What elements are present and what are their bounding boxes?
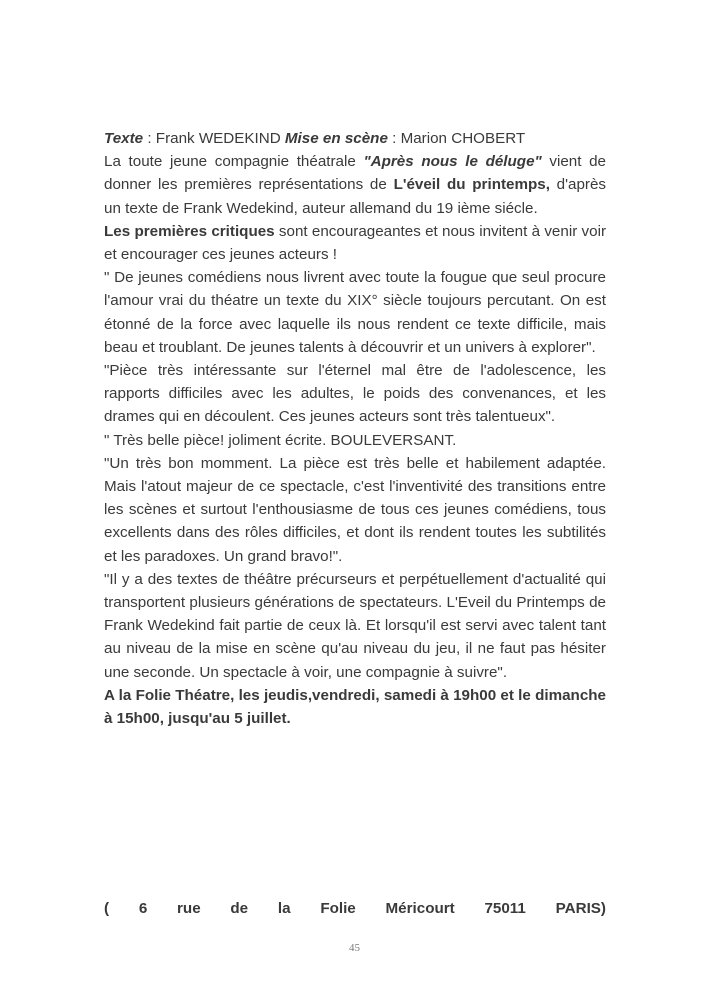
address-word: rue bbox=[177, 900, 201, 917]
review-4: "Un très bon momment. La pièce est très belle et habilement adaptée. Mais l'atout majeur de ce spectacle, c'est l'inventivité des transitions entre les scènes et surtout l'enthousiasme de tous ces jeunes comédiens, tous excellents dans des rôles difficiles, et dont ils rendent toutes les subtilités et les paradoxes. Un grand bravo!". bbox=[104, 454, 606, 565]
intro-text: d'après un texte de Frank Wedekind, auteur allemand du 19 ième siécle. bbox=[104, 176, 607, 217]
intro-paragraph bbox=[104, 150, 606, 220]
address-word: ( bbox=[104, 900, 110, 917]
address-word: de bbox=[230, 900, 249, 917]
address-word: PARIS) bbox=[555, 900, 606, 917]
review-3: " Très belle pièce! joliment écrite. BOULEVERSANT. bbox=[104, 431, 457, 449]
review-1: " De jeunes comédiens nous livrent avec toute la fougue que seul procure l'amour vrai du théatre un texte du XIX° siècle toujours percutant. On est étonné de la force avec laquelle ils nous rendent ce texte difficile, mais beau et troublant. De jeunes talents à découvrir et un univers à explorer". bbox=[104, 269, 606, 356]
address-word: Folie bbox=[320, 900, 356, 917]
venue-info: A la Folie Théatre, les jeudis,vendredi, samedi à 19h00 et le dimanche à 15h00, jusqu'au 5 juillet. bbox=[104, 686, 606, 728]
critiques-text: sont encourageantes et nous invitent à venir voir et encourager ces jeunes acteurs ! bbox=[104, 222, 606, 264]
address-word: 75011 bbox=[484, 900, 526, 917]
address-word: 6 bbox=[138, 900, 148, 917]
credits-line bbox=[104, 127, 606, 150]
critiques-label: Les premières critiques bbox=[104, 222, 279, 240]
address-word: la bbox=[277, 900, 291, 917]
critiques-paragraph bbox=[104, 220, 606, 266]
review-2: "Pièce très intéressante sur l'éternel mal être de l'adolescence, les rapports difficiles avec les adultes, le poids des convenances, et les drames qui en découlent. Ces jeunes acteurs sont très talentueux". bbox=[104, 362, 606, 426]
page-number: 45 bbox=[349, 942, 360, 954]
author-name: Frank WEDEKIND bbox=[155, 130, 285, 147]
review-5: "Il y a des textes de théâtre précurseurs et perpétuellement d'actualité qui transportent plusieurs générations de spectateurs. L'Eveil du Printemps de Frank Wedekind fait partie de ceux là. Et lorsqu'il est servi avec talent tant au niveau de la mise en scène qu'au niveau du jeu, il ne faut pas hésiter une seconde. Un spectacle à voir, une compagnie à suivre". bbox=[104, 570, 606, 681]
separator: : bbox=[143, 130, 156, 147]
director-name: Marion CHOBERT bbox=[400, 130, 526, 147]
venue-address bbox=[104, 897, 606, 920]
separator: : bbox=[387, 130, 401, 147]
play-title: L'éveil du printemps, bbox=[393, 176, 550, 194]
texte-label: Texte bbox=[104, 130, 144, 147]
mise-en-scene-label: Mise en scène bbox=[284, 130, 388, 147]
address-word: Méricourt bbox=[385, 900, 455, 917]
intro-text: vient de donner les premières représentations de bbox=[104, 153, 606, 194]
company-name: "Après nous le déluge" bbox=[363, 153, 542, 171]
intro-text: La toute jeune compagnie théatrale bbox=[104, 153, 364, 171]
article-body bbox=[104, 127, 606, 730]
